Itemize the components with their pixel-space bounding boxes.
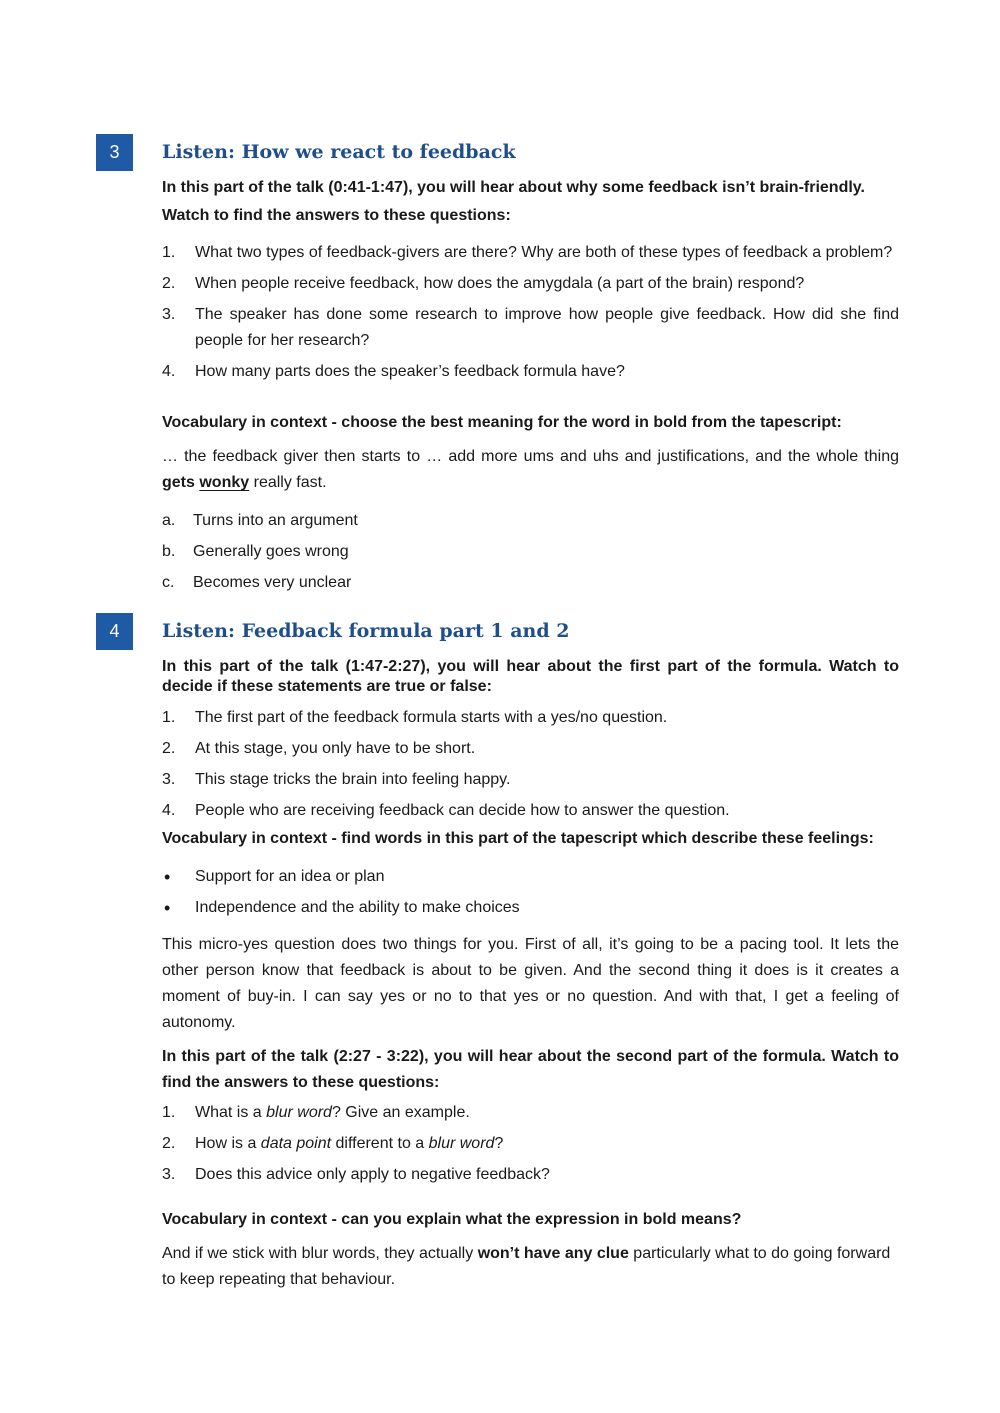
section-4-vocab-heading: Vocabulary in context - find words in this part of the tapescript which describe these feelings: — [162, 830, 874, 847]
section-4-question-list — [162, 1100, 899, 1188]
bullet-text: Support for an idea or plan — [195, 868, 385, 885]
question-text: The speaker has done some research to improve how people give feedback. How did she find people for her research? — [195, 306, 899, 349]
section-4-intro: In this part of the talk (1:47-2:27), you will hear about the first part of the formula. Watch to decide if these statements are true or false: — [162, 658, 899, 695]
list-item — [162, 302, 899, 354]
question-italic-term-2: blur word — [428, 1135, 495, 1152]
bullet-marker: • — [164, 898, 171, 918]
list-item — [162, 895, 899, 921]
question-text-mid: different to a — [331, 1135, 429, 1152]
list-item — [162, 1100, 899, 1126]
list-item — [162, 705, 899, 731]
list-marker: 2. — [162, 740, 176, 757]
list-marker: 1. — [162, 1104, 176, 1121]
section-4-number-badge: 4 — [96, 613, 133, 650]
section-3-intro — [162, 175, 899, 229]
list-marker: 1. — [162, 244, 176, 261]
section-4-final-quote — [162, 1241, 899, 1293]
question-text: Does this advice only apply to negative feedback? — [195, 1166, 550, 1183]
list-marker: 4. — [162, 802, 176, 819]
final-quote-text: And if we stick with blur words, they actually — [162, 1245, 478, 1262]
quote-target-word: wonky — [199, 474, 250, 491]
list-item — [162, 240, 899, 266]
section-4-title: Listen: Feedback formula part 1 and 2 — [162, 620, 570, 642]
statement-text: At this stage, you only have to be short. — [195, 740, 476, 757]
list-marker: 2. — [162, 275, 176, 292]
question-text-end: ? Give an example. — [331, 1104, 470, 1121]
statement-text: The first part of the feedback formula starts with a yes/no question. — [195, 709, 668, 726]
section-3-title: Listen: How we react to feedback — [162, 141, 516, 163]
option-text: Becomes very unclear — [193, 574, 352, 591]
quote-bold-text: gets — [162, 474, 195, 491]
list-marker: 1. — [162, 709, 176, 726]
quote-text-end: really fast. — [253, 474, 327, 491]
list-item — [162, 271, 899, 297]
section-3-intro-line-2: Watch to find the answers to these questions: — [162, 207, 511, 224]
section-4-tapescript-paragraph: This micro-yes question does two things for you. First of all, it’s going to be a pacing tool. It lets the other person know that feedback is about to be given. And the second thing it does is it creates a moment of buy-in. I can say yes or no to that yes or no question. And with that, I get a feeling of autonomy. — [162, 936, 899, 1031]
list-marker: 3. — [162, 771, 176, 788]
list-item — [162, 736, 899, 762]
question-text: How is a — [195, 1135, 261, 1152]
section-3-intro-line-1: In this part of the talk (0:41-1:47), you will hear about why some feedback isn’t brain-friendly. — [162, 179, 865, 196]
question-italic-term: blur word — [266, 1104, 332, 1121]
final-quote-bold-expression: won’t have any clue — [477, 1245, 629, 1262]
question-text: What two types of feedback-givers are there? Why are both of these types of feedback a problem? — [195, 244, 893, 261]
list-item — [162, 798, 899, 824]
section-3-vocab-heading: Vocabulary in context - choose the best meaning for the word in bold from the tapescript: — [162, 414, 842, 431]
list-item — [162, 1131, 899, 1157]
section-3-question-list — [162, 240, 899, 385]
section-3-options-list — [162, 508, 899, 596]
list-marker: 2. — [162, 1135, 176, 1152]
option-text: Turns into an argument — [193, 512, 358, 529]
bullet-marker: • — [164, 867, 171, 887]
statement-text: People who are receiving feedback can decide how to answer the question. — [195, 802, 730, 819]
list-item — [162, 539, 899, 565]
section-3-tapescript-quote — [162, 444, 899, 496]
option-marker: c. — [162, 574, 175, 591]
section-4-statement-list — [162, 705, 899, 824]
question-text-end: ? — [494, 1135, 504, 1152]
option-marker: a. — [162, 512, 176, 529]
question-text: When people receive feedback, how does the amygdala (a part of the brain) respond? — [195, 275, 805, 292]
question-text: What is a — [195, 1104, 267, 1121]
option-text: Generally goes wrong — [193, 543, 349, 560]
quote-text: … the feedback giver then starts to … add more ums and uhs and justifications, and the whole thing — [162, 448, 899, 465]
list-marker: 3. — [162, 306, 176, 323]
section-4-intro-2: In this part of the talk (2:27 - 3:22), you will hear about the second part of the formula. Watch to find the answers to these questions: — [162, 1048, 899, 1091]
section-4-vocab-heading-2: Vocabulary in context - can you explain what the expression in bold means? — [162, 1211, 742, 1228]
bullet-text: Independence and the ability to make choices — [195, 899, 520, 916]
statement-text: This stage tricks the brain into feeling happy. — [195, 771, 511, 788]
question-italic-term: data point — [260, 1135, 332, 1152]
list-marker: 4. — [162, 363, 176, 380]
section-4-bullet-list — [162, 864, 899, 921]
list-item — [162, 767, 899, 793]
section-3-number-badge: 3 — [96, 134, 133, 171]
final-quote-text-end: particularly what to do going forward to keep repeating that behaviour. — [162, 1245, 891, 1288]
option-marker: b. — [162, 543, 176, 560]
list-item — [162, 508, 899, 534]
list-item — [162, 1162, 899, 1188]
list-item — [162, 359, 899, 385]
list-item — [162, 570, 899, 596]
list-marker: 3. — [162, 1166, 176, 1183]
question-text: How many parts does the speaker’s feedback formula have? — [195, 363, 625, 380]
list-item — [162, 864, 899, 890]
